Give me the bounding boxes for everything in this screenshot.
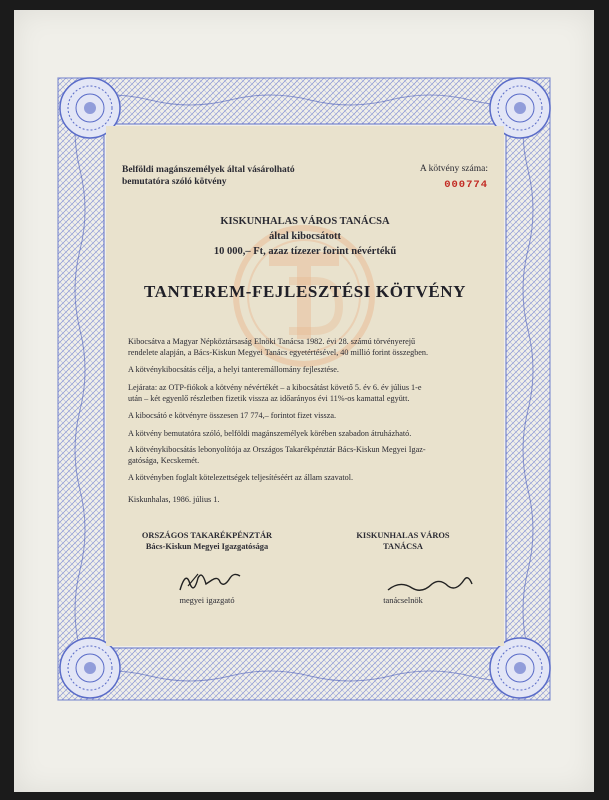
face-value: 10 000,– Ft, azaz tízezer forint névértékű xyxy=(213,246,397,257)
paragraph-guarantee: A kötvényben foglalt kötelezettségek teljesítéséért az állam szavatol. xyxy=(128,473,354,482)
paragraph-purpose: A kötvénykibocsátás célja, a helyi tanteremállomány fejlesztése. xyxy=(128,365,339,374)
bond-text-panel xyxy=(106,126,504,646)
serial-label: A kötvény száma: xyxy=(419,164,488,174)
signatory-right-org: KISKUNHALAS VÁROS TANÁCSA xyxy=(356,531,450,551)
paragraph-maturity: Lejárata: az OTP-fiókok a kötvény névértékét – a kibocsátást követő 5. év 6. év július 1-e után – két egyenlő részletben fizetik vissza az időarányos évi 11%-os kamattal együtt. xyxy=(128,383,422,403)
rosette-bottom-left-icon xyxy=(60,638,120,698)
issuer-name: KISKUNHALAS VÁROS TANÁCSA xyxy=(220,216,390,227)
signatory-right-role: tanácselnök xyxy=(383,596,423,605)
place-date: Kiskunhalas, 1986. július 1. xyxy=(128,495,220,504)
paragraph-repayment: A kibocsátó e kötvényre összesen 17 774,– forintot fizet vissza. xyxy=(128,411,337,420)
right-signature-icon xyxy=(386,570,476,598)
issuer-line-2: által kibocsátott xyxy=(268,231,342,242)
paragraph-issuance: Kibocsátva a Magyar Népköztársaság Elnöki Tanácsa 1982. évi 28. számú törvényerejű rendelete alapján, a Bács-Kiskun Megyei Tanács egyetértésével, 40 millió forint összegben. xyxy=(128,337,429,357)
bond-type-description: Belföldi magánszemélyek által vásárolható bemutatóra szóló kötvény xyxy=(122,165,295,187)
left-signature-icon xyxy=(176,566,246,596)
rosette-bottom-right-icon xyxy=(490,638,550,698)
serial-number: 000774 xyxy=(444,179,488,191)
signatory-left-org: ORSZÁGOS TAKARÉKPÉNZTÁR Bács-Kiskun Megyei Igazgatósága xyxy=(141,531,273,551)
signatory-left-role: megyei igazgató xyxy=(179,596,235,605)
paragraph-administrator: A kötvénykibocsátás lebonyolítója az Országos Takarékpénztár Bács-Kiskun Megyei Igaz- gatósága, Kecskemét. xyxy=(128,445,426,465)
bond-title: TANTEREM-FEJLESZTÉSI KÖTVÉNY xyxy=(143,282,467,301)
paragraph-transferability: A kötvény bemutatóra szóló, belföldi magánszemélyek körében szabadon átruházható. xyxy=(128,429,412,438)
